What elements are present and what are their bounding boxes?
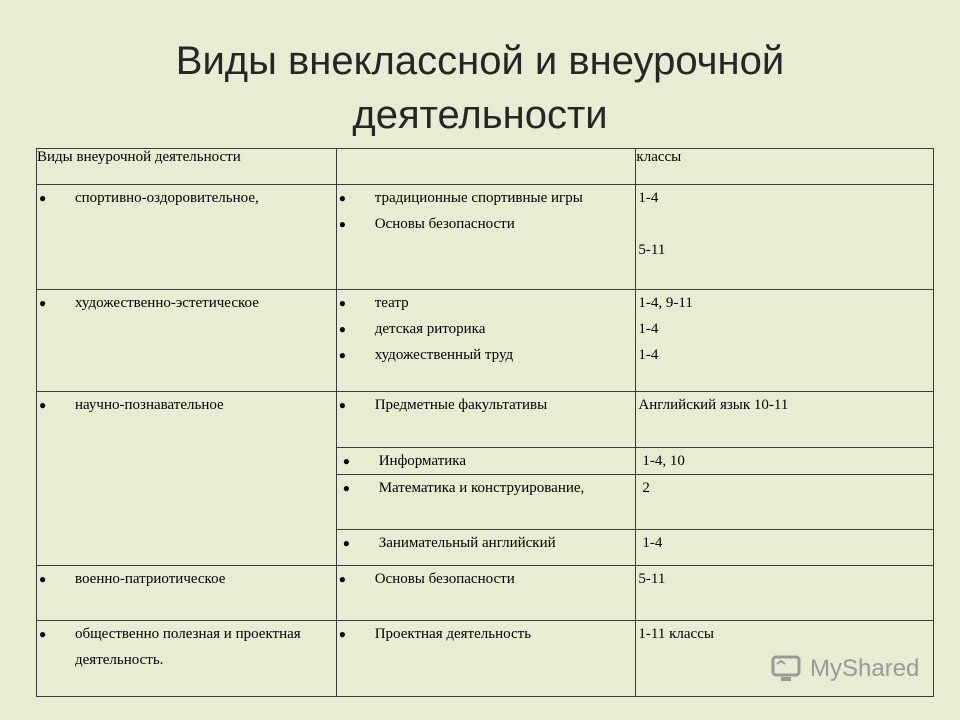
activities-cell	[336, 448, 636, 475]
classes-cell	[636, 475, 934, 530]
table-row	[37, 566, 934, 621]
monitor-icon	[770, 654, 804, 684]
activity-name: Предметные факультативы	[374, 397, 548, 413]
bullet-icon: ●	[342, 454, 350, 468]
classes-value: 1-4	[638, 190, 659, 206]
activity-type: военно-патриотическое	[75, 571, 226, 587]
type-cell	[37, 566, 337, 621]
bullet-icon: ●	[39, 627, 47, 641]
activity-name: Основы безопасности	[374, 216, 515, 232]
activity-name: театр	[374, 295, 409, 311]
type-cell	[37, 621, 337, 697]
activity-type: художественно-эстетическое	[75, 295, 259, 311]
activities-cell	[336, 475, 636, 530]
slide-title-line2: деятельности	[352, 93, 608, 137]
slide-title	[0, 34, 960, 142]
activity-name: Математика и конструирование,	[378, 480, 585, 496]
table-row	[37, 392, 934, 448]
header-types: Виды внеурочной деятельности	[37, 149, 337, 185]
watermark	[770, 654, 919, 684]
classes-value: 1-4, 10	[642, 453, 685, 469]
classes-cell	[636, 530, 934, 566]
activity-type: общественно полезная и проектная деятельность.	[75, 626, 301, 668]
bullet-icon: ●	[338, 348, 346, 362]
activities-cell	[336, 392, 636, 448]
table-row	[37, 185, 934, 290]
classes-cell	[636, 290, 934, 392]
classes-cell	[636, 448, 934, 475]
header-classes: классы	[636, 149, 934, 185]
activity-name: Занимательный английский	[378, 535, 556, 551]
activity-name: детская риторика	[374, 321, 486, 337]
activities-cell	[336, 530, 636, 566]
classes-value: 1-4, 9-11	[638, 295, 693, 311]
bullet-icon: ●	[342, 536, 350, 550]
type-cell	[37, 392, 337, 566]
type-cell	[37, 290, 337, 392]
bullet-icon: ●	[338, 627, 346, 641]
header-empty	[336, 149, 636, 185]
slide-title-line1: Виды внеклассной и внеурочной	[175, 39, 785, 83]
classes-value: 1-4	[642, 535, 663, 551]
bullet-icon: ●	[338, 296, 346, 310]
classes-value: 1-4	[638, 347, 659, 363]
activities-cell	[336, 566, 636, 621]
table-row	[37, 290, 934, 392]
table-header-row	[37, 149, 934, 185]
type-cell	[37, 185, 337, 290]
classes-value	[636, 211, 933, 237]
bullet-icon: ●	[338, 572, 346, 586]
bullet-icon: ●	[338, 191, 346, 205]
classes-value: 5-11	[638, 571, 666, 587]
watermark-text: MyShared	[810, 655, 920, 682]
bullet-icon: ●	[338, 217, 346, 231]
classes-cell	[636, 392, 934, 448]
activity-name: Информатика	[378, 453, 467, 469]
classes-value: 2	[642, 480, 650, 496]
bullet-icon: ●	[39, 398, 47, 412]
bullet-icon: ●	[39, 296, 47, 310]
activity-type: спортивно-оздоровительное,	[75, 190, 259, 206]
activity-name: Проектная деятельность	[374, 626, 532, 642]
bullet-icon: ●	[338, 398, 346, 412]
activity-name: Основы безопасности	[374, 571, 515, 587]
activities-cell	[336, 185, 636, 290]
activity-name: традиционные спортивные игры	[374, 190, 583, 206]
activities-cell	[336, 290, 636, 392]
classes-cell	[636, 185, 934, 290]
activities-table	[36, 148, 934, 697]
bullet-icon: ●	[39, 191, 47, 205]
activity-type: научно-познавательное	[75, 397, 224, 413]
classes-value: 5-11	[638, 242, 666, 258]
activities-cell	[336, 621, 636, 697]
classes-cell	[636, 566, 934, 621]
classes-value: 1-11 классы	[638, 626, 714, 642]
bullet-icon: ●	[39, 572, 47, 586]
classes-value: Английский язык 10-11	[638, 397, 789, 413]
bullet-icon: ●	[342, 481, 350, 495]
bullet-icon: ●	[338, 322, 346, 336]
classes-value: 1-4	[638, 321, 659, 337]
activity-name: художественный труд	[374, 347, 514, 363]
